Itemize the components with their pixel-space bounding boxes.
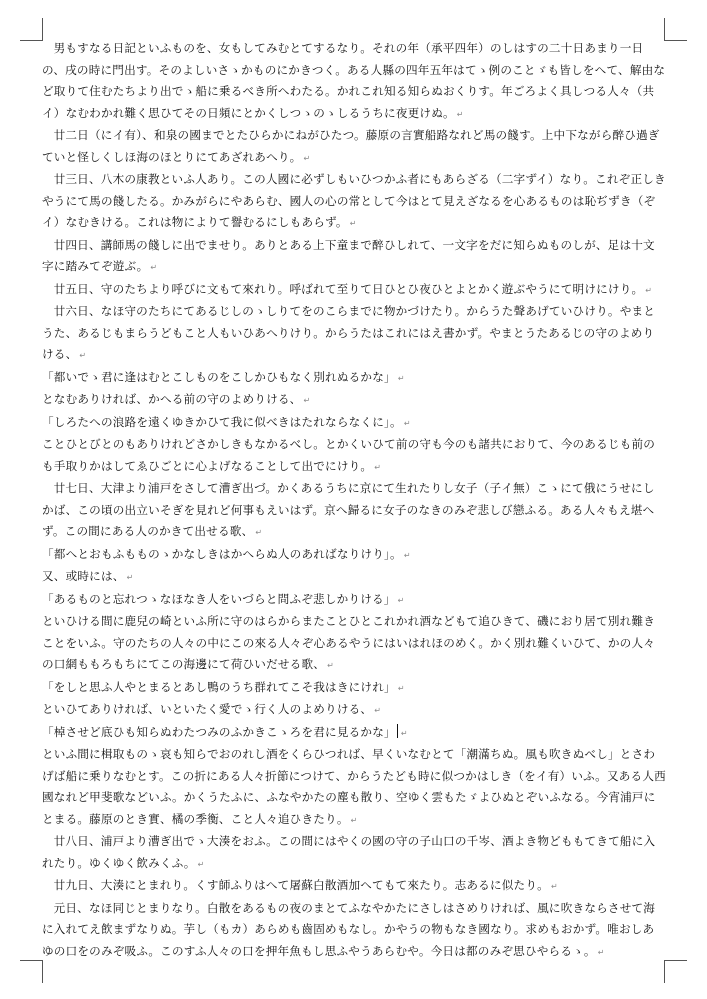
paragraph-mark-icon: ↵ [303,396,311,405]
paragraph-text: ことひとびとのもありけれどさかしきもなかるべし。とかくいひて前の守も今のも諸共におりて、今のあるじも前のも手取りかはしてゑひごとに心よげなることして出でにけり。 [42,437,656,473]
paragraph-mark-icon: ↵ [350,815,358,825]
crop-mark-top-left [20,18,43,41]
paragraph-mark-icon: ↵ [327,661,334,670]
paragraph-mark-icon: ↵ [597,947,605,957]
text-cursor [397,724,398,738]
paragraph [42,875,666,898]
paragraph-mark-icon: ↵ [303,153,311,163]
paragraph-text: 「棹させど底ひも知らぬわたつみのふかきこゝろを君に見るかな」 [42,724,396,739]
paragraph [42,367,666,390]
paragraph [42,279,666,302]
paragraph [42,434,666,478]
paragraph-mark-icon: ↵ [126,573,134,582]
paragraph [42,589,666,612]
paragraph-text: 廿六日、なほ守のたちにてあるじしのゝしりてをのこらまでに物かづけたり。からうた聲あげていひけり。やまとうた、あるじもまらうどもこと人もいひあへりけり。からうたはこれにはえ書かず。やまとうたあるじの守のよめりける、 [42,304,656,361]
paragraph-mark-icon: ↵ [255,528,263,537]
paragraph-mark-icon: ↵ [397,595,405,605]
paragraph-mark-icon: ↵ [79,351,87,360]
paragraph-mark-icon: ↵ [645,285,653,295]
paragraph-text: といひてありければ、いといたく愛でゝ行く人のよめりける、 [42,702,373,716]
paragraph [42,699,666,722]
paragraph-text: といひける間に鹿兒の崎といふ所に守のはらからまたことひとこれかれ酒などもて追ひきて、磯におり居て別れ難きことをいふ。守のたちの人々の中にこの來る人々ぞ心あるやうにはいはれほのめく。かく別れ難くいひて、かの人々の口網ももろもちにてこの海邊にて荷ひいだせる歌、 [42,614,656,671]
paragraph [42,169,666,235]
paragraph [42,611,666,677]
paragraph [42,544,666,567]
document-body[interactable] [42,38,666,963]
paragraph-text: 廿七日、大津より浦戸をさして漕ぎ出づ。かくあるうちに京にて生れたりし女子（子イ無）こゝにて俄にうせにしかば、この頃の出立いそぎを見れど何事もえいはず。京へ歸るに女子のなきのみぞ悲しび戀ふる。ある人々もえ堪へず。この間にある人のかきて出せる歌、 [42,481,655,538]
paragraph-text: 男もすなる日記といふものを、女もしてみむとてするなり。それの年（承平四年）のしはすの二十日あまり一日の、戌の時に門出す。そのよしいさゝかものにかきつく。ある人縣の四年五年はてゝ例のことゞも皆しをへて、解由など取りて住むたちより出でゝ船に乗るべき所へわたる。かれこれ知る知らぬおくりす。年ごろよく具しつる人々（共イ）なむわかれ難く思ひてその日頻にとかくしつゝのゝしるうちに夜更けぬ。 [42,41,666,120]
paragraph-mark-icon: ↵ [197,859,205,869]
paragraph-mark-icon: ↵ [403,550,411,560]
paragraph-mark-icon: ↵ [374,462,382,472]
paragraph [42,412,666,435]
paragraph [42,744,666,831]
paragraph [42,389,666,412]
paragraph-mark-icon: ↵ [403,418,411,428]
paragraph-mark-icon: ↵ [397,683,405,693]
paragraph-text: となむありければ、かへる前の守のよめりける、 [42,392,302,406]
paragraph [42,831,666,875]
crop-mark-top-right [664,18,687,41]
paragraph-mark-icon: ↵ [456,109,464,119]
paragraph-text: 又、或時には、 [42,569,125,583]
paragraph-mark-icon: ↵ [550,882,558,891]
paragraph-text: 「をしと思ふ人やとまるとあし鴨のうち群れてこそ我はきにけれ」 [42,679,396,694]
paragraph-mark-icon: ↵ [349,219,357,228]
paragraph [42,301,666,367]
crop-mark-bottom-left [20,960,43,983]
paragraph [42,38,666,125]
paragraph [42,677,666,700]
paragraph [42,898,666,964]
paragraph-text: といふ間に楫取ものゝ哀も知らでおのれし酒をくらひつれば、早くいなむとて「潮滿ちぬ。風も吹きぬべし」とさわげば船に乗りなむとす。この折にある人々折節につけて、からうたども時に似つかはしき（をイ有）いふ。又ある人西國なれど甲斐歌などいふ。かくうたふに、ふなやかたの塵も散り、空ゆく雲もたゞよひぬとぞいふなる。今宵浦戸にとまる。藤原のとき實、橘の季衡、こと人々追ひきたり。 [42,747,666,826]
paragraph-text: 廿二日（にイ有）、和泉の國までとたひらかにねがひたつ。藤原の言實船路なれど馬の餞す。上中下ながら醉ひ過ぎていと怪しくしほ海のほとりにてあざれあへり。 [42,128,660,164]
paragraph-mark-icon: ↵ [397,373,405,383]
paragraph-text: 廿三日、八木の康教といふ人あり。この人國に必ずしもいひつかふ者にもあらざる（二字ずイ）なり。これぞ正しきやうにて馬の餞したる。かみがらにやあらむ、國人の心の常として今はとて見えざなるを心あるものは恥ぢずき（ぞイ）なむきける。これは物によりて譽むるにしもあらず。 [42,172,666,229]
paragraph [42,125,666,169]
paragraph-mark-icon: ↵ [374,706,382,715]
paragraph-mark-icon: ↵ [150,263,158,272]
paragraph-text: 廿八日、浦戸より漕ぎ出でゝ大湊をおふ。この間にはやくの國の守の子山口の千岑、酒よき物どももてきて船に入れたり。ゆくゆく飲みくふ。 [42,834,656,870]
paragraph-text: 「都いでゝ君に逢はむとこしものをこしかひもなく別れぬるかな」 [42,369,396,384]
paragraph [42,566,666,589]
paragraph [42,478,666,544]
paragraph-text: 廿五日、守のたちより呼びに文もて來れり。呼ばれて至りて日ひとひ夜ひとよとかく遊ぶやうにて明けにけり。 [53,281,644,296]
paragraph [42,722,666,745]
crop-mark-bottom-right [664,960,687,983]
paragraph-text: 元日、なほ同じとまりなり。白散をあるもの夜のまとてふなやかたにさしはさめりければ、風に吹きならさせて海に入れてえ飲まずなりぬ。芋し（もカ）あらめも齒固めもなし。かやうの物もなき國なり。求めもおかず。唯おしあゆの口をのみぞ吸ふ。このすふ人々の口を押年魚もし思ふやうあらむや。今日は都のみぞ思ひやらるゝ。 [42,900,656,958]
paragraph-text: 「しろたへの浪路を遠くゆきかひて我に似べきはたれならなくに」。 [42,414,402,429]
paragraph-text: 「都へとおもふもものゝかなしきはかへらぬ人のあればなりけり」。 [42,546,402,561]
paragraph-mark-icon: ↵ [400,728,408,738]
paragraph-text: 廿九日、大湊にとまれり。くす師ふりはへて屠蘇白散酒加へてもて來たり。志あるに似たり。 [53,878,549,892]
paragraph [42,235,666,279]
paragraph-text: 廿四日、講師馬の餞しに出でませり。ありとある上下童まで醉ひしれて、一文字をだに知らぬものしが、足は十文字に踏みてぞ遊ぶ。 [42,237,655,273]
paragraph-text: 「あるものと忘れつゝなほなき人をいづらと問ふぞ悲しかりける」 [42,591,396,606]
